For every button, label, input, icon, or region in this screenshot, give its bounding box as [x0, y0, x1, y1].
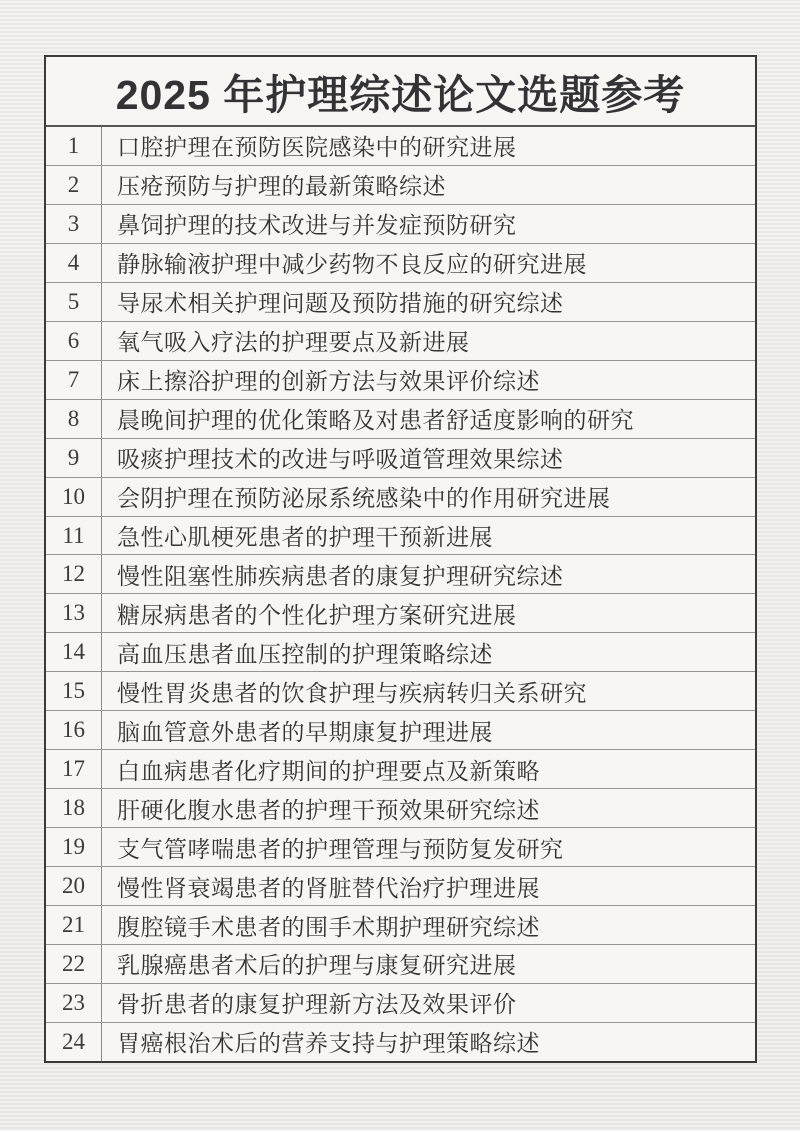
table-row	[46, 243, 755, 282]
table-row	[46, 321, 755, 360]
row-topic: 脑血管意外患者的早期康复护理进展	[117, 719, 493, 745]
row-number: 16	[46, 711, 102, 749]
row-topic: 静脉输液护理中减少药物不良反应的研究进展	[117, 252, 587, 278]
row-topic: 糖尿病患者的个性化护理方案研究进展	[117, 602, 517, 628]
row-number: 15	[46, 672, 102, 710]
table-row	[46, 438, 755, 477]
table-row	[46, 165, 755, 204]
table-row	[46, 788, 755, 827]
row-number: 13	[46, 594, 102, 632]
row-topic: 肝硬化腹水患者的护理干预效果研究综述	[117, 797, 540, 823]
row-number: 11	[46, 517, 102, 555]
row-number: 17	[46, 750, 102, 788]
row-topic: 会阴护理在预防泌尿系统感染中的作用研究进展	[117, 486, 611, 512]
row-number: 8	[46, 400, 102, 438]
row-number: 24	[46, 1023, 102, 1061]
page-title: 2025 年护理综述论文选题参考	[115, 71, 686, 118]
table-row	[46, 554, 755, 593]
table-row	[46, 749, 755, 788]
row-topic: 床上擦浴护理的创新方法与效果评价综述	[117, 369, 540, 395]
row-number: 12	[46, 555, 102, 593]
row-topic: 氧气吸入疗法的护理要点及新进展	[117, 330, 470, 356]
row-number: 2	[46, 166, 102, 204]
row-topic: 乳腺癌患者术后的护理与康复研究进展	[117, 953, 517, 979]
row-topic: 导尿术相关护理问题及预防措施的研究综述	[117, 291, 564, 317]
row-number: 6	[46, 322, 102, 360]
row-topic: 慢性胃炎患者的饮食护理与疾病转归关系研究	[117, 680, 587, 706]
table-row	[46, 944, 755, 983]
row-topic: 胃癌根治术后的营养支持与护理策略综述	[117, 1031, 540, 1057]
row-number: 14	[46, 633, 102, 671]
table-row	[46, 905, 755, 944]
row-topic: 急性心肌梗死患者的护理干预新进展	[117, 525, 493, 550]
table-row	[46, 671, 755, 710]
table-row	[46, 282, 755, 321]
row-number: 10	[46, 478, 102, 516]
table-row	[46, 399, 755, 438]
row-number: 22	[46, 945, 102, 983]
table-body	[46, 127, 755, 1061]
table-row	[46, 204, 755, 243]
row-topic: 晨晚间护理的优化策略及对患者舒适度影响的研究	[117, 408, 634, 434]
row-number: 4	[46, 244, 102, 282]
table-row	[46, 983, 755, 1022]
row-number: 1	[46, 127, 102, 165]
row-number: 21	[46, 906, 102, 944]
row-topic: 腹腔镜手术患者的围手术期护理研究综述	[117, 914, 540, 940]
table-row	[46, 477, 755, 516]
table-row	[46, 827, 755, 866]
table-title-row	[46, 57, 755, 127]
row-topic: 骨折患者的康复护理新方法及效果评价	[117, 992, 517, 1018]
row-topic: 慢性阻塞性肺疾病患者的康复护理研究综述	[117, 563, 564, 589]
row-number: 7	[46, 361, 102, 399]
row-topic: 慢性肾衰竭患者的肾脏替代治疗护理进展	[117, 875, 540, 901]
row-topic: 口腔护理在预防医院感染中的研究进展	[117, 135, 517, 161]
row-number: 18	[46, 789, 102, 827]
table-row	[46, 360, 755, 399]
table-row	[46, 710, 755, 749]
row-number: 19	[46, 828, 102, 866]
topics-table	[44, 55, 757, 1063]
table-row	[46, 593, 755, 632]
row-topic: 高血压患者血压控制的护理策略综述	[117, 641, 493, 667]
row-topic: 白血病患者化疗期间的护理要点及新策略	[117, 758, 540, 784]
table-row	[46, 1022, 755, 1061]
table-row	[46, 516, 755, 555]
row-topic: 吸痰护理技术的改进与呼吸道管理效果综述	[117, 447, 564, 473]
row-topic: 压疮预防与护理的最新策略综述	[117, 174, 446, 200]
row-topic: 鼻饲护理的技术改进与并发症预防研究	[117, 213, 517, 239]
table-row	[46, 632, 755, 671]
row-number: 23	[46, 984, 102, 1022]
row-topic: 支气管哮喘患者的护理管理与预防复发研究	[117, 836, 564, 862]
table-row	[46, 866, 755, 905]
table-row	[46, 127, 755, 165]
row-number: 20	[46, 867, 102, 905]
row-number: 9	[46, 439, 102, 477]
row-number: 3	[46, 205, 102, 243]
row-number: 5	[46, 283, 102, 321]
